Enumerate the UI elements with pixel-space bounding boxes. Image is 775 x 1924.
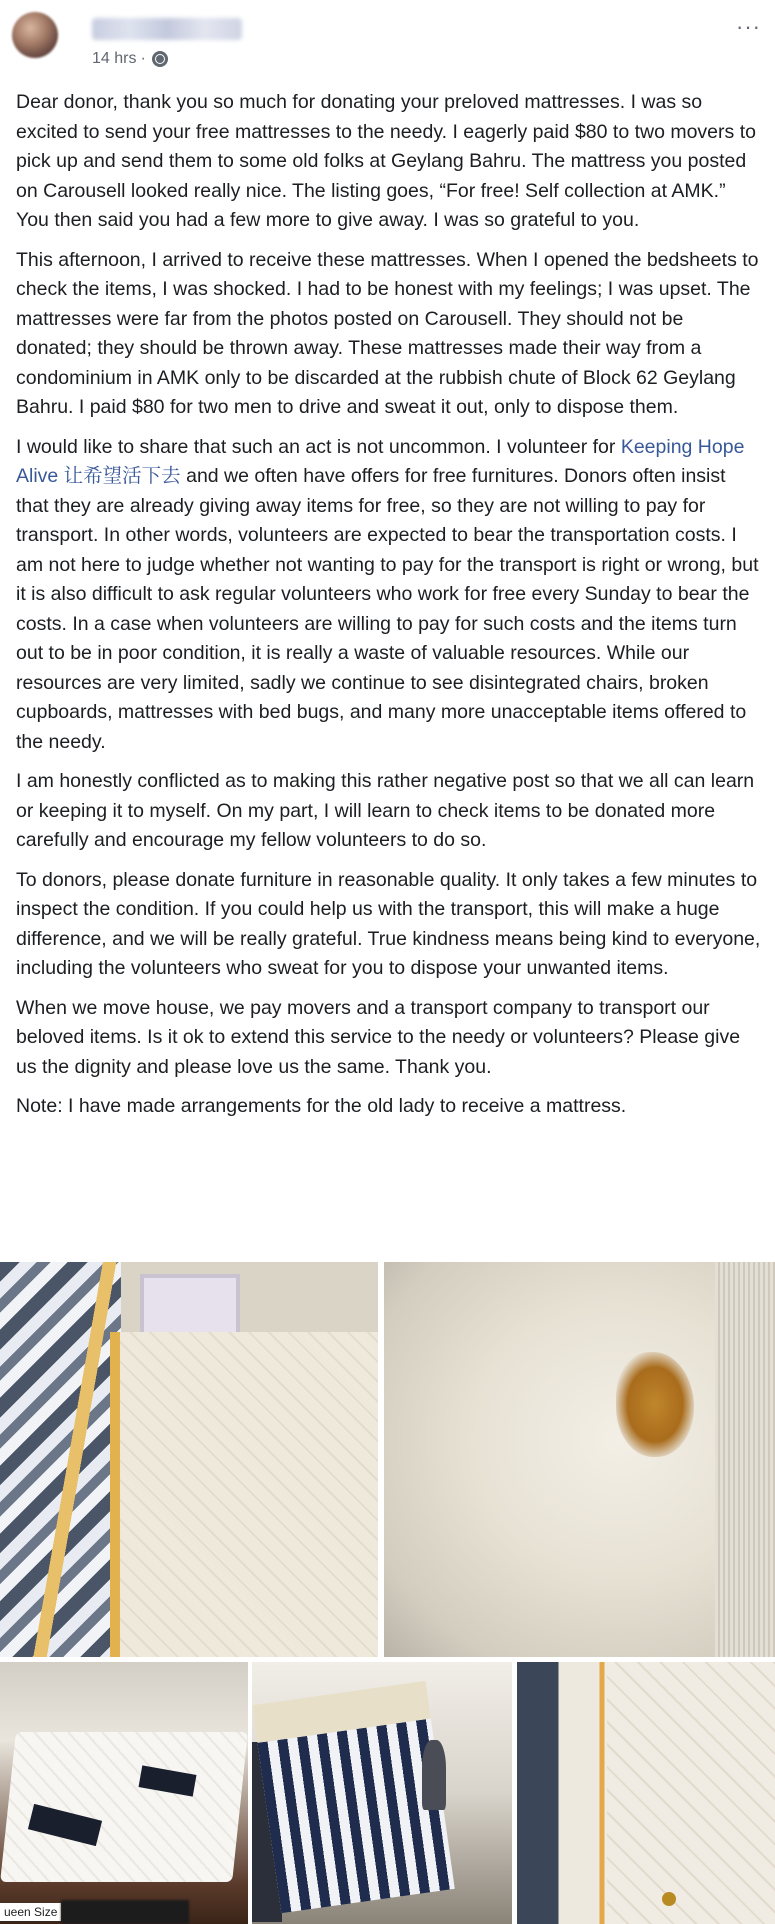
paragraph-7: Note: I have made arrangements for the old lady to receive a mattress. <box>16 1095 627 1117</box>
photo-mattress-side[interactable] <box>0 1262 378 1657</box>
paragraph-5: To donors, please donate furniture in reasonable quality. It only takes a few minutes to inspect the condition. If you could help us with the transport, this will make a huge difference, and we will be really grateful. True kindness means being kind to everyone, including the volunteers who sweat for you to dispose your unwanted items. <box>16 868 761 979</box>
mover-figure <box>422 1740 446 1810</box>
more-options-icon[interactable]: ··· <box>736 14 761 39</box>
paragraph-4: I am honestly conflicted as to making this rather negative post so that we all can learn or keeping it to myself. On my part, I will learn to check items to be donated more carefully and encourage my fellow volunteers to do so. <box>16 770 755 851</box>
paragraph-2: This afternoon, I arrived to receive these mattresses. When I opened the bedsheets to check the items, I was shocked. I had to be honest with my feelings; I was upset. The mattresses were far from the photos posted on Carousell. They should not be donated; they should be thrown away. These mattresses made their way from a condominium in AMK only to be discarded at the rubbish chute of Block 62 Geylang Bahru. I paid $80 for two men to drive and sweat it out, only to dispose them. <box>16 248 759 418</box>
post-header <box>0 0 775 72</box>
page-link-keeping-hope-alive[interactable]: Keeping Hope Alive 让希望活下去 <box>16 435 745 487</box>
photo-mattress-hole[interactable] <box>384 1262 775 1657</box>
mattress-edge <box>715 1262 775 1657</box>
photo-grid <box>0 1262 775 1924</box>
mattress-hole <box>616 1352 694 1457</box>
caption-text: ueen Size <box>0 1903 61 1921</box>
photo-movers[interactable] <box>252 1662 512 1924</box>
mattress-stain <box>662 1892 676 1906</box>
paragraph-6: When we move house, we pay movers and a transport company to transport our beloved items. Is it ok to extend this service to the needy or volunteers? Please give us the dignity and please love us the same. Thank you. <box>16 996 741 1078</box>
paragraph-1: Dear donor, thank you so much for donating your preloved mattresses. I was so excited to send your free mattresses to the needy. I eagerly paid $80 to two movers to pick up and send them to some old folks at Geylang Bahru. The mattress you posted on Carousell looked really nice. The listing goes, “For free! Self collection at AMK.” You then said you had a few more to give away. I was so grateful to you. <box>16 91 756 231</box>
photo-mattress-tear[interactable] <box>517 1662 775 1924</box>
globe-icon <box>152 51 168 67</box>
avatar[interactable] <box>12 12 58 58</box>
caption-redacted <box>61 1900 189 1924</box>
paragraph-3-start: I would like to share that such an act is not uncommon. I volunteer for <box>16 435 621 458</box>
post-meta <box>92 50 168 68</box>
mattress-shape <box>110 1332 378 1657</box>
mattress-quilt <box>607 1662 775 1924</box>
timestamp[interactable]: 14 hrs <box>92 50 137 67</box>
separator: · <box>140 50 146 67</box>
photo-listing[interactable] <box>0 1662 248 1924</box>
paragraph-3 <box>16 433 761 758</box>
author-name-redacted[interactable] <box>92 18 242 40</box>
photo-caption <box>0 1900 189 1924</box>
paragraph-3-end: and we often have offers for free furnitures. Donors often insist that they are already giving away items for free, so they are not willing to pay for transport. In other words, volunteers are expected to bear the transportation costs. I am not here to judge whether not wanting to pay for the transport is right or wrong, but it is also difficult to ask regular volunteers who work for free every Sunday to bear the costs. In a case when volunteers are willing to pay for such costs and the items turn out to be in poor condition, it is really a waste of valuable resources. While our resources are very limited, sadly we continue to see disintegrated chairs, broken cupboards, mattresses with bed bugs, and many more unacceptable items offered to the needy. <box>16 465 759 753</box>
post-body <box>16 88 761 1132</box>
